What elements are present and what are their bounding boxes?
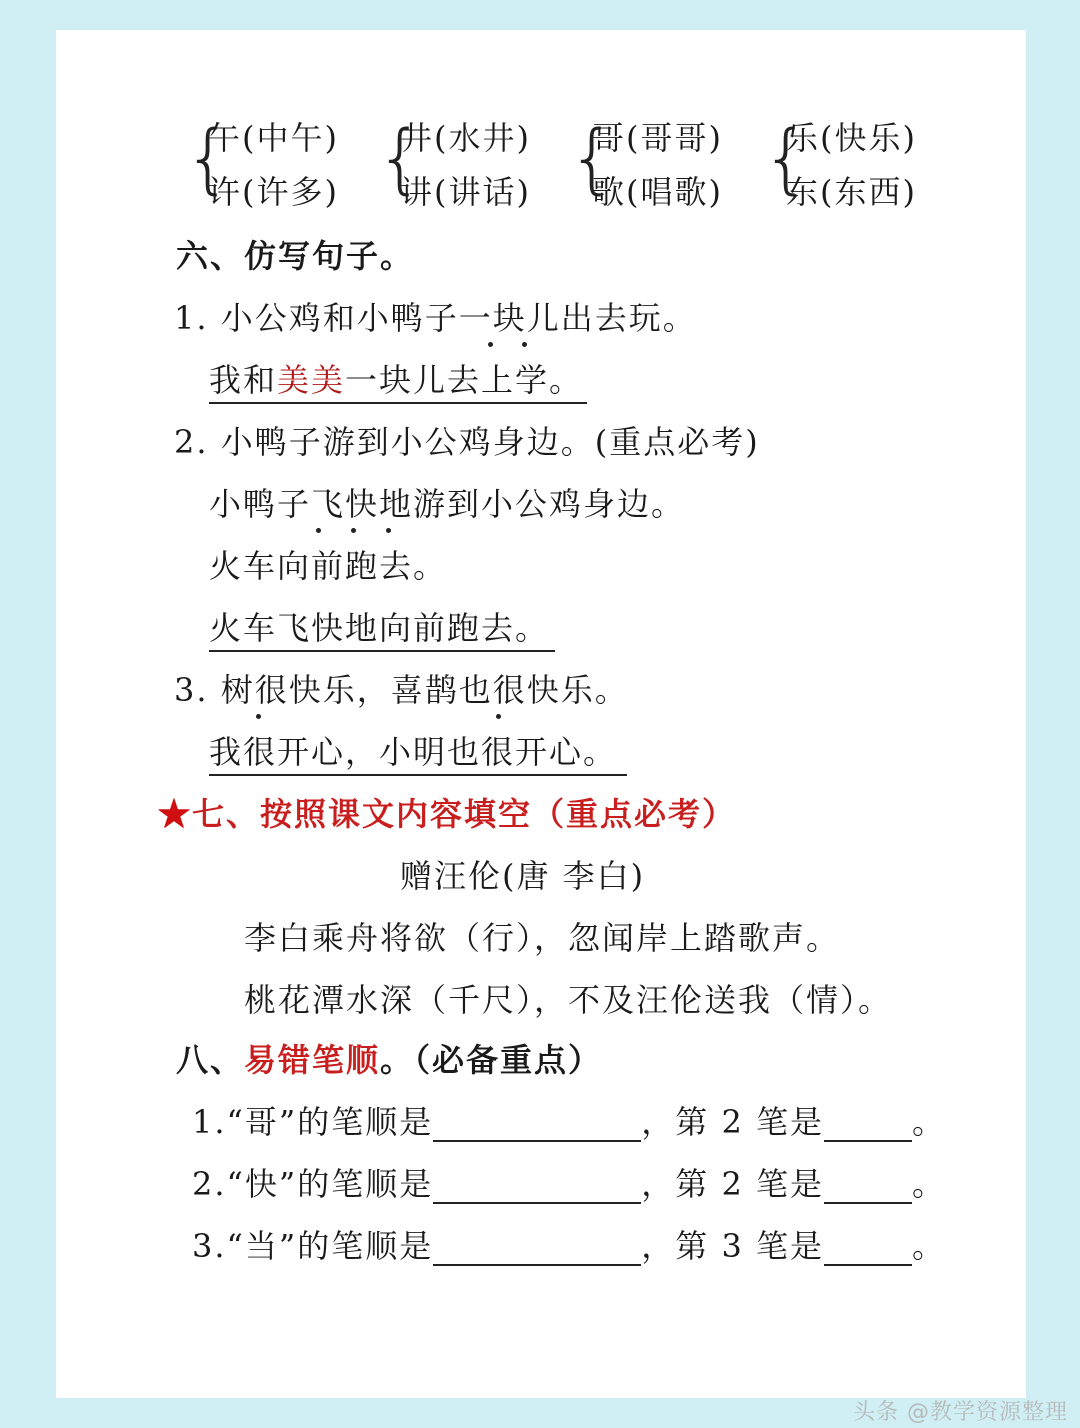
- q1-answer-name: 美美: [277, 361, 346, 399]
- item-2-mid: ，第 2 笔是: [641, 1165, 824, 1203]
- pair-1-top: 午(中午): [208, 119, 339, 157]
- stroke-number-blank-1[interactable]: [824, 1110, 912, 1142]
- pair-4-bottom: 东(东西): [786, 173, 917, 211]
- item-3-prompt: 3.“当”的笔顺是: [192, 1227, 434, 1265]
- stroke-order-item-2: [192, 1164, 946, 1204]
- item-1-end: 。: [911, 1103, 946, 1141]
- section-8-title-a: 八、: [176, 1041, 245, 1079]
- q1-answer: [209, 360, 587, 404]
- poem-title: 赠汪伦(唐 李白): [400, 857, 646, 895]
- q1-sentence: 1. 小公鸡和小鸭子一块儿出去玩。: [174, 299, 697, 337]
- pair-1-bottom: 许(许多): [208, 173, 339, 211]
- item-1-prompt: 1.“哥”的笔顺是: [192, 1103, 434, 1141]
- section-8-title: [176, 1040, 602, 1080]
- section-7-title-text: 七、按照课文内容填空（重点必考）: [192, 795, 737, 833]
- q2-example: 小鸭子飞快地游到小公鸡身边。: [209, 485, 686, 523]
- pair-2-bottom: 讲(讲话): [400, 173, 531, 211]
- watermark: 头条 @教学资源整理: [853, 1400, 1068, 1425]
- section-6-title: 六、仿写句子。: [176, 237, 415, 275]
- worksheet-page: [56, 30, 1026, 1398]
- q2-answer: 火车飞快地向前跑去。: [209, 608, 555, 652]
- star-icon: ★: [158, 795, 193, 833]
- poem-line-1: 李白乘舟将欲（行），忽闻岸上踏歌声。: [244, 919, 841, 957]
- emphasis-dot: [351, 528, 356, 533]
- section-8-title-b: 易错笔顺: [244, 1041, 381, 1079]
- poem-line-2: 桃花潭水深（千尺），不及汪伦送我（情）。: [244, 981, 893, 1019]
- item-3-mid: ，第 3 笔是: [641, 1227, 824, 1265]
- stroke-number-blank-3[interactable]: [824, 1234, 912, 1266]
- brace-4: {: [762, 113, 811, 202]
- emphasis-dot: [522, 342, 527, 347]
- stroke-order-blank-3[interactable]: [433, 1234, 641, 1266]
- pair-4-top: 乐(快乐): [786, 119, 917, 157]
- stroke-order-blank-2[interactable]: [433, 1172, 641, 1204]
- stroke-order-item-1: [192, 1102, 946, 1142]
- q1-answer-pre: 我和: [209, 361, 278, 399]
- stroke-number-blank-2[interactable]: [824, 1172, 912, 1204]
- brace-3: {: [568, 113, 617, 202]
- brace-2: {: [376, 113, 425, 202]
- q2-sentence: 2. 小鸭子游到小公鸡身边。(重点必考): [174, 423, 760, 461]
- stroke-order-blank-1[interactable]: [433, 1110, 641, 1142]
- item-1-mid: ，第 2 笔是: [641, 1103, 824, 1141]
- pair-2-top: 井(水井): [400, 119, 531, 157]
- emphasis-dot: [386, 528, 391, 533]
- emphasis-dot: [496, 714, 501, 719]
- section-7-title: [158, 794, 736, 834]
- item-2-end: 。: [911, 1165, 946, 1203]
- brace-1: {: [184, 113, 233, 202]
- q3-answer: 我很开心，小明也很开心。: [209, 732, 627, 776]
- item-2-prompt: 2.“快”的笔顺是: [192, 1165, 434, 1203]
- emphasis-dot: [256, 714, 261, 719]
- emphasis-dot: [488, 342, 493, 347]
- item-3-end: 。: [911, 1227, 946, 1265]
- stroke-order-item-3: [192, 1226, 946, 1266]
- q3-sentence: 3. 树很快乐，喜鹊也很快乐。: [174, 671, 629, 709]
- q2-line: 火车向前跑去。: [209, 547, 448, 585]
- section-8-title-c: 。（必备重点）: [380, 1041, 603, 1079]
- q1-answer-post: 一块儿去上学。: [345, 361, 584, 399]
- emphasis-dot: [316, 528, 321, 533]
- pair-3-bottom: 歌(唱歌): [592, 173, 723, 211]
- pair-3-top: 哥(哥哥): [592, 119, 723, 157]
